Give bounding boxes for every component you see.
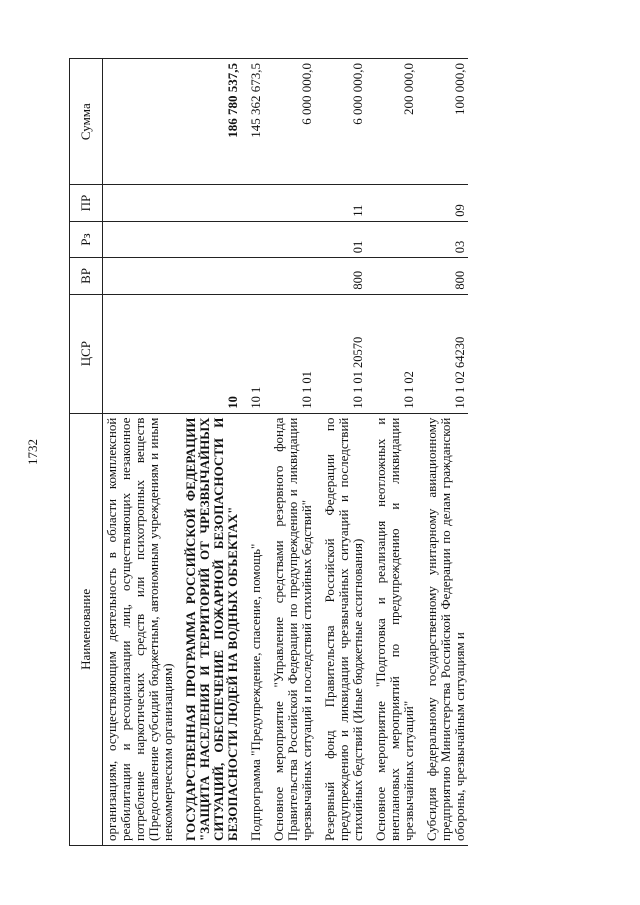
row-sum: 6 000 000,0 [270,59,315,185]
table-viewport [69,58,599,846]
row-csr [103,294,177,413]
row-vr: 800 [423,258,468,294]
table-row [321,59,366,846]
row-sum: 186 780 537,5 [182,59,241,185]
row-rz [270,221,315,257]
row-pr [247,185,264,221]
row-pr [372,185,417,221]
row-csr: 10 1 01 20570 [321,294,366,413]
row-csr: 10 [182,294,241,413]
row-pr: 09 [423,185,468,221]
row-pr [103,185,177,221]
row-rz [247,221,264,257]
row-rz [182,221,241,257]
header-vr: ВР [70,258,103,294]
header-name: Наименование [70,413,103,845]
row-sum: 200 000,0 [372,59,417,185]
row-vr [182,258,241,294]
header-rz: Рз [70,221,103,257]
row-rz [372,221,417,257]
row-rz [103,221,177,257]
row-vr [103,258,177,294]
table-row [270,59,315,846]
row-csr: 10 1 02 [372,294,417,413]
row-pr [270,185,315,221]
table-row [247,59,264,846]
row-pr: 11 [321,185,366,221]
table-row [423,59,468,846]
row-sum: 145 362 673,5 [247,59,264,185]
row-csr: 10 1 01 [270,294,315,413]
header-sum: Сумма [70,59,103,185]
row-vr [372,258,417,294]
budget-table [69,58,468,846]
header-pr: ПР [70,185,103,221]
row-sum [103,59,177,185]
row-name: организациям, осуществляющим деятельность в области комплексной реабилитации и ресоциализации лиц, осуществляющих незаконное потребление наркотических средств или психотропных веществ (Предоставление субсидий бюджетным, автономным учреждениям и иным некоммерческим организациям) [103,413,177,845]
row-pr [182,185,241,221]
row-csr: 10 1 02 64230 [423,294,468,413]
row-vr [270,258,315,294]
row-name: Субсидия федеральному государственному унитарному авиационному предприятию Министерства Российской Федерации по делам гражданской обороны, чрезвычайным ситуациям и [423,413,468,845]
budget-table-container [69,58,599,846]
row-rz: 01 [321,221,366,257]
table-row [372,59,417,846]
row-csr: 10 1 [247,294,264,413]
row-rz: 03 [423,221,468,257]
table-row [103,59,177,846]
row-name: Резервный фонд Правительства Российской Федерации по предупреждению и ликвидации чрезвычайных ситуаций и последствий стихийных бедствий (Иные бюджетные ассигнования) [321,413,366,845]
page-number: 1732 [25,439,40,465]
header-csr: ЦСР [70,294,103,413]
table-header-row [70,59,103,846]
row-name: Основное мероприятие "Управление средствами резервного фонда Правительства Российской Федерации по предупреждению и ликвидации чрезвычайных ситуаций и последствий стихийных бедствий" [270,413,315,845]
row-name: Подпрограмма "Предупреждение, спасение, помощь" [247,413,264,845]
row-name: Основное мероприятие "Подготовка и реализация неотложных и внеплановых мероприятий по предупреждению и ликвидации чрезвычайных ситуаций" [372,413,417,845]
row-name: ГОСУДАРСТВЕННАЯ ПРОГРАММА РОССИЙСКОЙ ФЕДЕРАЦИИ "ЗАЩИТА НАСЕЛЕНИЯ И ТЕРРИТОРИЙ ОТ ЧРЕЗВЫЧАЙНЫХ СИТУАЦИЙ, ОБЕСПЕЧЕНИЕ ПОЖАРНОЙ БЕЗОПАСНОСТИ И БЕЗОПАСНОСТИ ЛЮДЕЙ НА ВОДНЫХ ОБЪЕКТАХ" [182,413,241,845]
row-sum: 6 000 000,0 [321,59,366,185]
table-row [182,59,241,846]
row-vr [247,258,264,294]
row-sum: 100 000,0 [423,59,468,185]
row-vr: 800 [321,258,366,294]
